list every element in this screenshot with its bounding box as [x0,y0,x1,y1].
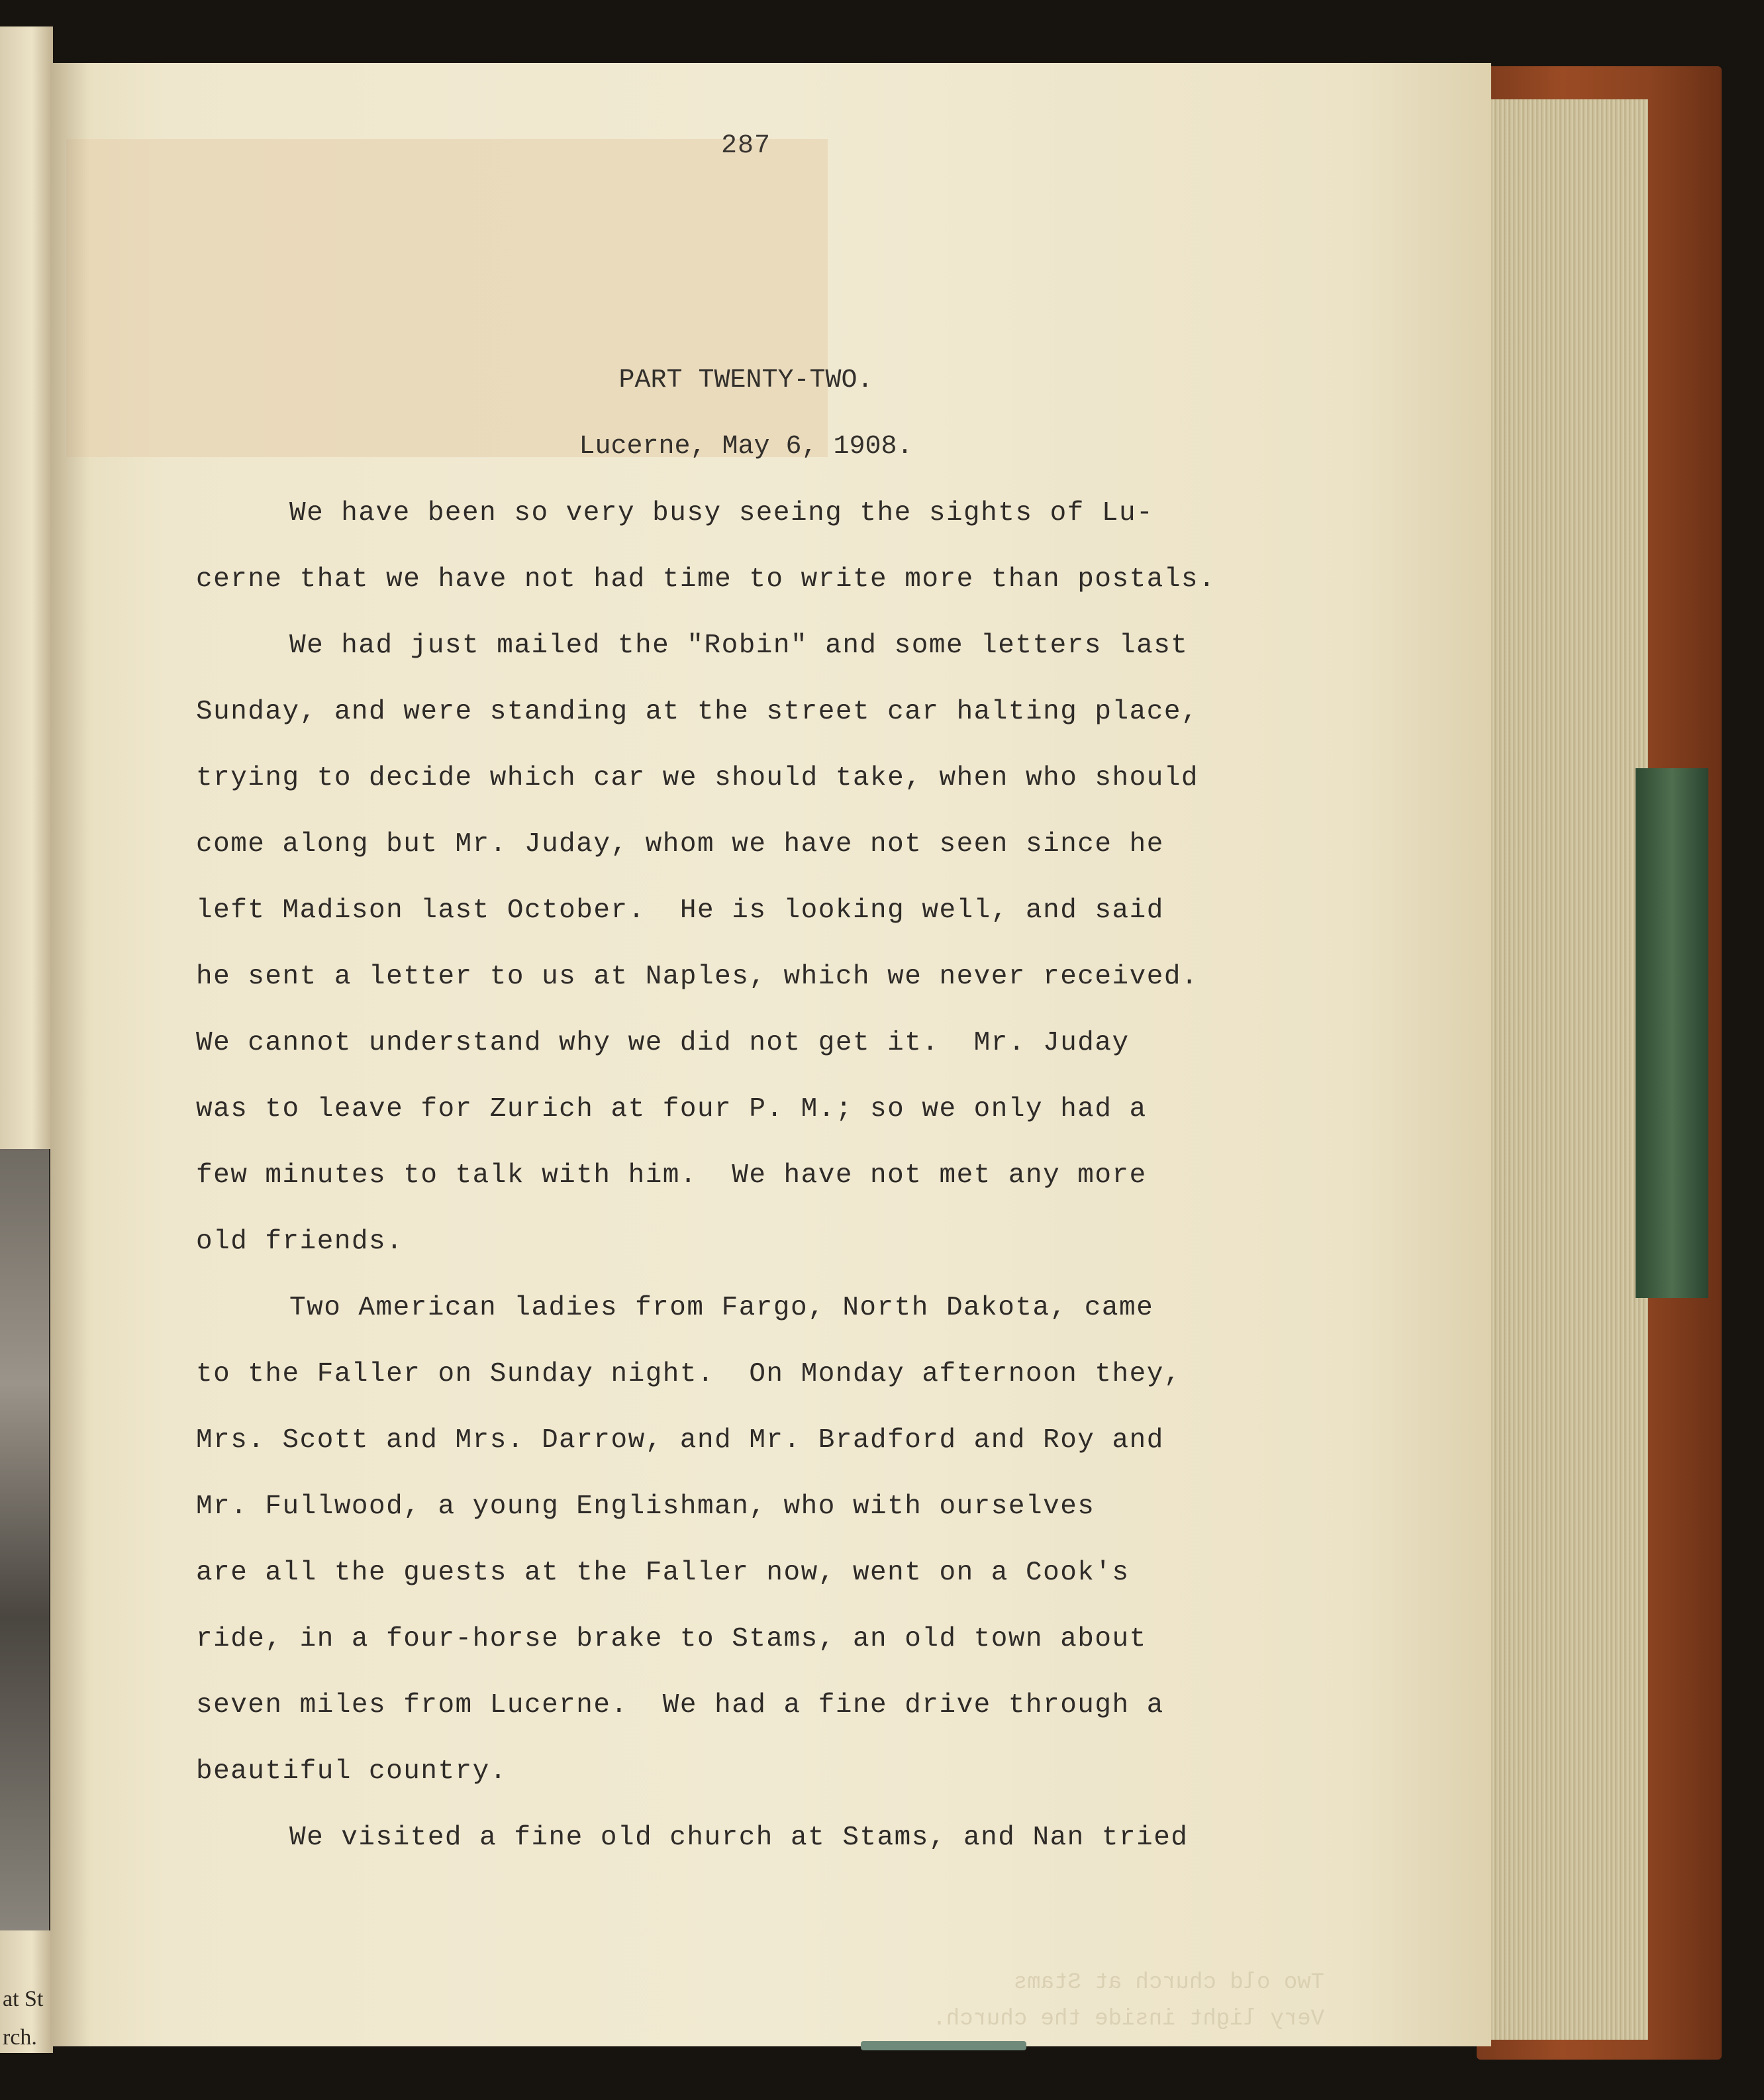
text-line: ride, in a four-horse brake to Stams, an old town about [196,1624,1147,1654]
previous-page-caption: at St rch. [3,1987,44,2050]
text-line: We have been so very busy seeing the sights of Lu- [289,498,1154,528]
text-line: are all the guests at the Faller now, went on a Cook's [196,1558,1130,1588]
previous-page-photo [0,1149,51,1930]
text-line: left Madison last October. He is looking well, and said [196,895,1164,926]
text-line: Mr. Fullwood, a young Englishman, who with ourselves [196,1491,1095,1522]
binding-shadow [50,63,90,2046]
bleed-through-text: Very light inside the church. [932,2007,1324,2032]
cover-band [1636,768,1708,1298]
text-line: trying to decide which car we should take, when who should [196,763,1199,793]
text-line: We visited a fine old church at Stams, and Nan tried [289,1823,1189,1853]
text-line: We had just mailed the "Robin" and some letters last [289,630,1189,661]
dateline: Lucerne, May 6, 1908. [579,432,913,462]
text-line: cerne that we have not had time to write more than postals. [196,564,1216,595]
text-line: Two American ladies from Fargo, North Dakota, came [289,1293,1154,1323]
bleed-through-text: Two old church at Stams [1013,1970,1324,1995]
page-stain [66,139,828,457]
page-number: 287 [720,131,771,161]
text-line: seven miles from Lucerne. We had a fine drive through a [196,1690,1164,1721]
text-line: Sunday, and were standing at the street car halting place, [196,697,1199,727]
text-line: few minutes to talk with him. We have not met any more [196,1160,1147,1191]
text-line: he sent a letter to us at Naples, which we never received. [196,962,1199,992]
text-line: come along but Mr. Juday, whom we have not seen since he [196,829,1164,860]
part-heading: PART TWENTY-TWO. [618,366,873,395]
text-line: to the Faller on Sunday night. On Monday afternoon they, [196,1359,1181,1389]
page-edges [1480,99,1648,2040]
text-line: was to leave for Zurich at four P. M.; so we only had a [196,1094,1147,1125]
text-line: old friends. [196,1226,404,1257]
text-line: beautiful country. [196,1756,507,1787]
bookmark-tab [861,2041,1026,2050]
text-line: We cannot understand why we did not get it. Mr. Juday [196,1028,1130,1058]
text-line: Mrs. Scott and Mrs. Darrow, and Mr. Bradford and Roy and [196,1425,1164,1456]
